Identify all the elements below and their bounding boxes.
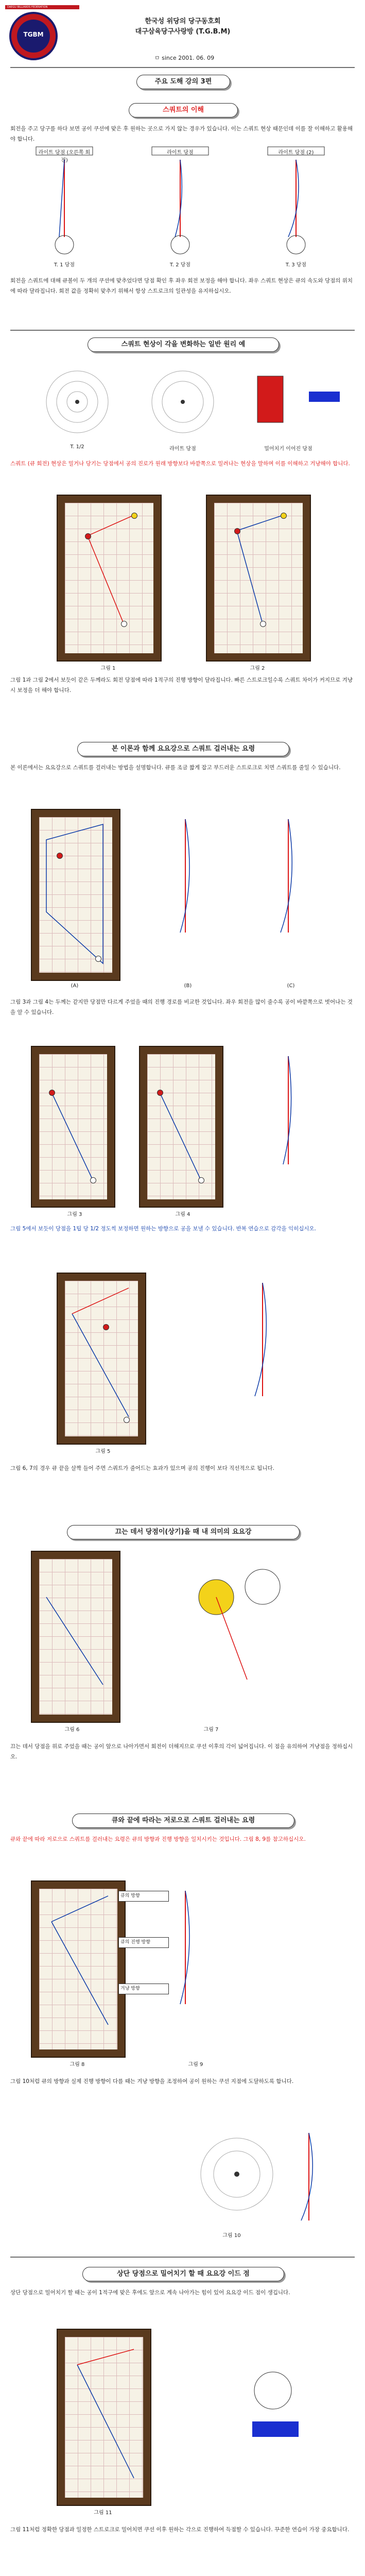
- ball-red: [103, 1324, 109, 1330]
- figure-caption-4: 그림 4: [175, 1212, 190, 1217]
- shot-paths-9: [57, 2329, 345, 2509]
- divider: [10, 67, 355, 68]
- figure-caption-11: 그림 11: [94, 2510, 112, 2516]
- ball-white: [198, 1177, 204, 1183]
- header-date: ㅁ since 2001. 06. 09: [154, 55, 215, 61]
- figure-label-fig-a: T. 1/2: [70, 444, 84, 450]
- ball-red: [85, 533, 91, 539]
- figure-label-fig-c: 밀어치기 이어진 당점: [264, 446, 312, 452]
- note-aim-direction: 겨냥 방향: [118, 1984, 169, 1994]
- ball-white: [121, 621, 127, 627]
- header-title-line1: 한국성 위당의 당구동호회: [145, 18, 221, 25]
- figure-caption-1: 그림 1: [100, 666, 116, 671]
- paragraph-5: 그림 1과 그림 2에서 보듯이 같은 두께라도 회전 당점에 따라 1적구의 진행 방향이 달라집니다. 빠른 스트로크일수록 스쿼트 차이가 커지므로 겨냥 시 보정을 더 해야 합니다.: [10, 677, 353, 693]
- paragraph-1: 회전을 주고 당구를 하다 보면 공이 쿠션에 맞은 후 원하는 곳으로 가지 않는 경우가 있습니다. 이는 스쿼트 현상 때문인데 이를 잘 이해하고 활용해야 합니다.: [10, 126, 353, 142]
- paragraph-4: [10, 459, 355, 469]
- section-title-1: 스쿼트의 이해: [129, 103, 238, 117]
- ball-red: [234, 528, 240, 534]
- paragraph-7: 그림 3과 그림 4는 두께는 같지만 당점만 다르게 주었을 때의 진행 경로를 비교한 것입니다. 좌우 회전을 많이 줄수록 공이 바깥쪽으로 벗어나는 것을 알 수 있습니다.: [10, 999, 353, 1015]
- figure-caption-c: (C): [287, 983, 295, 989]
- figure-caption-6: 그림 6: [64, 1727, 80, 1733]
- paragraph-11-text: 큐와 끝에 따라 저로으로 스쿼트를 걸러내는 요령은 큐의 방향과 진행 방향을 일치시키는 것입니다. 그림 8, 9를 참고하십시오.: [10, 1836, 306, 1842]
- paragraph-9: 그림 6, 7의 경우 큐 끝을 살짝 들어 주면 스쿼트가 줄어드는 효과가 있으며 공의 진행이 보다 직선적으로 됩니다.: [10, 1465, 274, 1471]
- paragraph-13: 상단 당점으로 밀어치기 할 때는 공이 1적구에 맞은 후에도 앞으로 계속 나아가는 힘이 있어 요요강 이드 점이 생깁니다.: [10, 2290, 290, 2296]
- note-cue-direction: 큐의 방향: [118, 1891, 169, 1902]
- section-title-0: 주요 도해 강의 3편: [136, 75, 230, 89]
- section-title-4: 끄는 데서 당점이(상기)을 때 내 의미의 요요강: [67, 1525, 300, 1539]
- ball-yellow: [131, 513, 137, 519]
- figure-caption-10: 그림 10: [222, 2233, 241, 2239]
- figure-caption-2: 그림 2: [250, 666, 265, 671]
- ball-red: [49, 1090, 55, 1096]
- figure-caption-9: 그림 9: [188, 2062, 203, 2067]
- shot-paths-7: [31, 1551, 350, 1726]
- divider: [10, 2257, 355, 2258]
- header-title: [98, 16, 268, 37]
- shot-paths-6: [57, 1273, 345, 1448]
- ball-white: [90, 1177, 96, 1183]
- figure-label-f1c: 라이트 당점 (2): [278, 150, 314, 156]
- ball-white: [124, 1417, 130, 1423]
- figure-caption-7: 그림 7: [203, 1727, 219, 1733]
- paragraph-14: 그림 11처럼 정확한 당점과 일정한 스트로크로 밀어치면 쿠션 이후 원하는 각으로 진행하여 득점할 수 있습니다. 꾸준한 연습이 가장 중요합니다.: [10, 2527, 350, 2533]
- shot-paths-1-2: [57, 495, 309, 659]
- figure-label-fig-b: 라이트 당점: [169, 446, 196, 452]
- header-banner: DAEGU BILLIARDS FEDERATION: [5, 5, 79, 9]
- figure-caption-8: 그림 8: [69, 2062, 85, 2067]
- paragraph-11: [10, 1834, 355, 1844]
- divider: [10, 330, 355, 331]
- paragraph-6: 본 이론에서는 요요강으로 스쿼트를 걸러내는 방법을 설명합니다. 큐를 조금 짧게 잡고 부드러운 스트로크로 치면 스쿼트를 줄일 수 있습니다.: [10, 765, 341, 771]
- header-title-line2: 대구삼육당구사랑방 (T.G.B.M): [135, 28, 231, 36]
- figure-label-f1b: 라이트 당점: [167, 150, 194, 156]
- figure-aim-targets-2: [21, 2123, 345, 2231]
- figure-caption-b: (B): [184, 983, 192, 989]
- figure-caption-3: 그림 3: [67, 1212, 82, 1217]
- section-title-2: 스쿼트 현상이 각을 변화하는 일반 원리 예: [88, 337, 279, 352]
- ball-white: [95, 956, 101, 962]
- paragraph-4-text: 스쿼트 (큐 회전) 현상은 밀거나 당기는 당점에서 공의 진로가 원래 방향보다 바깥쪽으로 밀려나는 현상을 말하며 이를 이해하고 겨냥해야 합니다.: [10, 461, 350, 467]
- figure-caption-5: 그림 5: [95, 1449, 111, 1454]
- figure-label-f1a: 라이트 당점 (오른쪽 회전): [38, 150, 91, 163]
- shot-paths-4-5: [31, 1046, 350, 1211]
- section-title-6: 상단 당점으로 밀어치기 할 때 요요강 이드 점: [82, 2267, 284, 2281]
- paragraph-12: 그림 10처럼 큐의 방향과 실제 진행 방향이 다를 때는 겨냥 방향을 조정하여 공이 원하는 쿠션 지점에 도달하도록 합니다.: [10, 2078, 294, 2084]
- paragraph-8-text: 그림 5에서 보듯이 당점을 1팁 당 1/2 정도씩 보정하면 원하는 방향으로 공을 보낼 수 있습니다. 반복 연습으로 감각을 익히십시오.: [10, 1226, 317, 1232]
- paragraph-2: 회전을 스쿼트에 대해 큐볼이 두 개의 쿠션에 맞추었다면 당점 확인 후 좌우 회전 보정을 해야 합니다. 좌우 스쿼트 현상은 큐의 속도와 당점의 위치에 따라 달라집니다. 회전 값을 정확히 맞추기 위해서 항상 스트로크의 일관성을 유지하십시오.: [10, 278, 353, 294]
- paragraph-8: [10, 1224, 355, 1234]
- note-cue-travel: 큐의 진행 방향: [118, 1937, 169, 1948]
- section-title-3: 본 이론과 함께 요요강으로 스쿼트 걸러내는 요령: [77, 742, 289, 756]
- figure-label-t1: T. 1 당점: [54, 262, 75, 268]
- shot-paths-3: [31, 809, 350, 984]
- ball-red: [57, 853, 63, 859]
- section-title-5: 큐와 끝에 따라는 저로으로 스쿼트 걸러내는 요령: [72, 1814, 294, 1828]
- ball-yellow: [281, 513, 287, 519]
- paragraph-10: 끄는 데서 당점을 위로 주었을 때는 공이 앞으로 나아가면서 회전이 더해지므로 쿠션 이후의 각이 넓어집니다. 이 점을 유의하여 겨냥점을 정하십시오.: [10, 1743, 353, 1760]
- figure-label-t3: T. 3 당점: [285, 262, 307, 268]
- figure-caption-a: (A): [71, 983, 79, 989]
- logo-text: TGBM: [23, 31, 44, 38]
- ball-red: [157, 1090, 163, 1096]
- figure-aim-targets: [21, 361, 345, 451]
- ball-white: [260, 621, 266, 627]
- figure-label-t2: T. 2 당점: [169, 262, 191, 268]
- shot-paths-8: [31, 1880, 350, 2061]
